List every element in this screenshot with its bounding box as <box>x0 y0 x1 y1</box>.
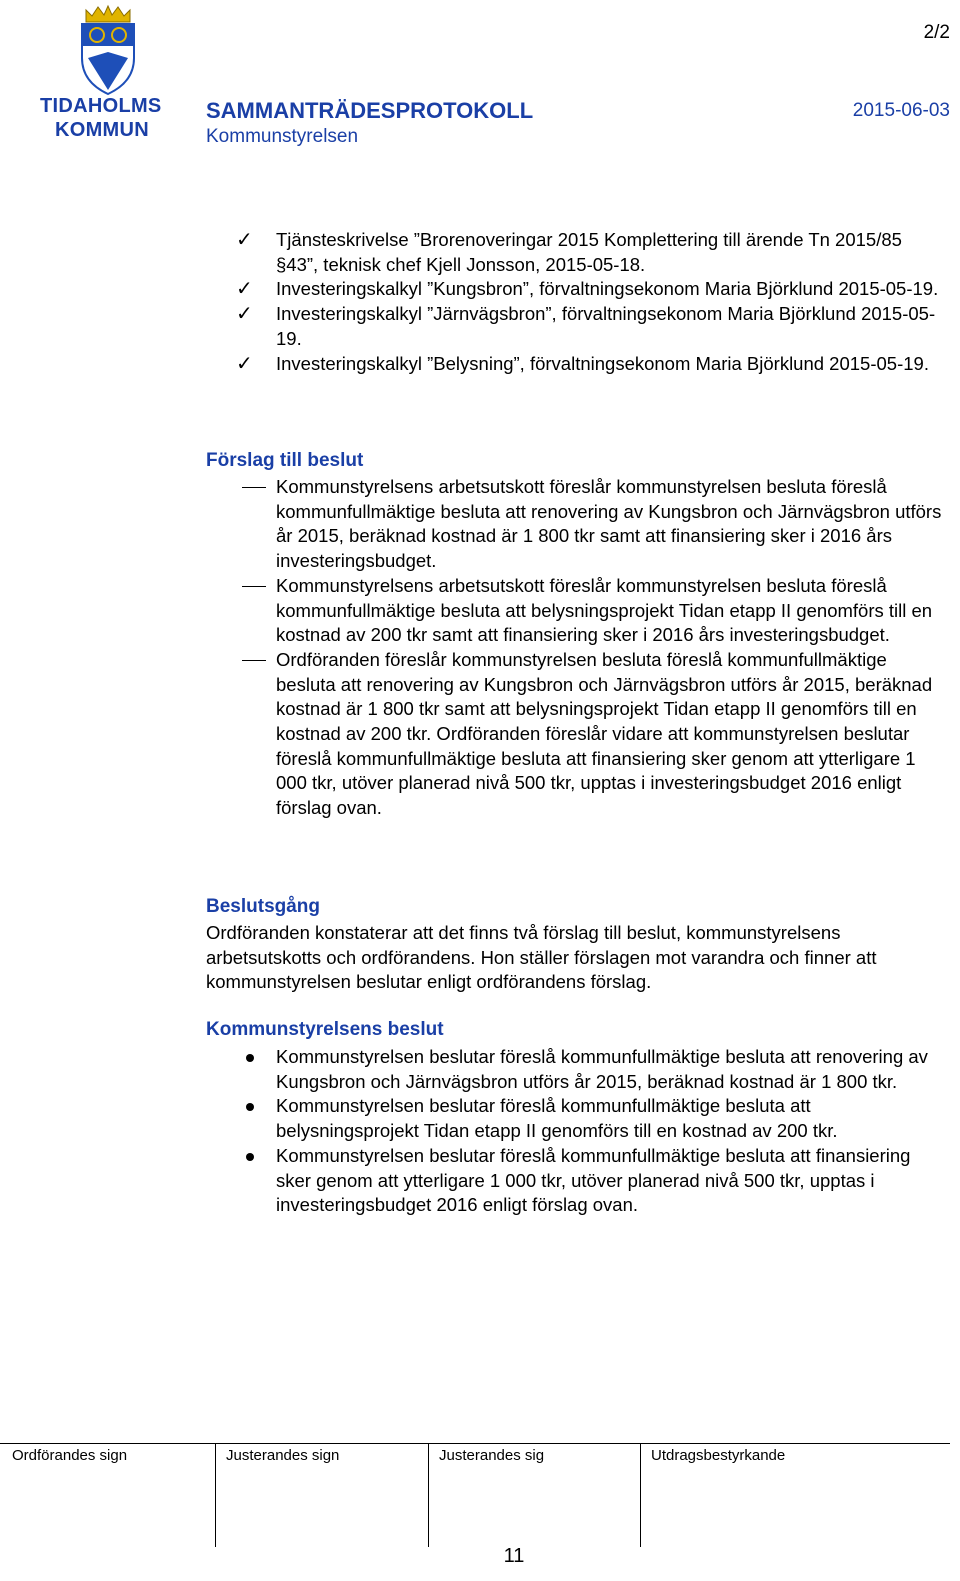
bullet-icon <box>246 1054 254 1062</box>
chair-sign-label: Ordförandes sign <box>12 1447 128 1464</box>
list-item <box>206 228 946 277</box>
page-number: 11 <box>503 1545 525 1567</box>
page-indicator: 2/2 <box>923 22 950 43</box>
meeting-date: 2015-06-03 <box>852 100 950 121</box>
list-item-text: Kommunstyrelsens arbetsutskott föreslår kommunstyrelsen besluta föreslå kommunfullmäktige besluta att belysningsprojekt Tidan etapp II genomförs till en kostnad av 200 tkr samt att finansiering sker i 2016 års investeringsbudget. <box>276 574 933 646</box>
org-name-line1: TIDAHOLMS <box>40 95 162 117</box>
certified-extract-label: Utdragsbestyrkande <box>640 1444 785 1547</box>
list-item-text: Kommunstyrelsen beslutar föreslå kommunfullmäktige besluta att renovering av Kungsbron och Järnvägsbron utförs år 2015, beräknad kostnad är 1 800 tkr. <box>276 1046 928 1092</box>
list-item <box>206 475 946 574</box>
document-title: SAMMANTRÄDESPROTOKOLL <box>206 98 534 123</box>
dash-icon <box>242 586 266 587</box>
dash-icon <box>242 487 266 488</box>
committee-name: Kommunstyrelsen <box>206 126 359 147</box>
proposal-list <box>206 475 946 821</box>
decision-heading: Kommunstyrelsens beslut <box>206 1019 444 1040</box>
bullet-icon <box>246 1103 254 1111</box>
list-item-text: Kommunstyrelsen beslutar föreslå kommunfullmäktige besluta att belysningsprojekt Tidan etapp II genomförs till en kostnad av 200 tkr. <box>276 1095 838 1142</box>
coat-of-arms-icon <box>78 4 138 96</box>
list-item-text: Investeringskalkyl ”Kungsbron”, förvaltningsekonom Maria Björklund 2015-05-19. <box>276 278 939 300</box>
list-item-text: Kommunstyrelsen beslutar föreslå kommunfullmäktige besluta att finansiering sker genom att ytterligare 1 000 tkr, utöver planerad nivå 500 tkr, upptas i investeringsbudget 2016 enligt förslag ovan. <box>276 1144 911 1216</box>
org-name-line2: KOMMUN <box>55 119 150 141</box>
list-item-text: Investeringskalkyl ”Belysning”, förvaltningsekonom Maria Björklund 2015-05-19. <box>276 352 929 374</box>
checkmark-icon: ✓ <box>236 303 253 326</box>
list-item <box>206 277 946 302</box>
checkmark-icon: ✓ <box>236 229 253 251</box>
attachment-list <box>206 228 946 376</box>
dash-icon <box>242 660 266 661</box>
signature-footer <box>0 1443 950 1544</box>
bullet-icon <box>246 1153 254 1161</box>
checkmark-icon: ✓ <box>236 352 253 375</box>
list-item-text: Ordföranden föreslår kommunstyrelsen besluta föreslå kommunfullmäktige besluta att renovering av Kungsbron och Järnvägsbron utförs år 2015, beräknad kostnad är 1 800 tkr samt att belysningsprojekt Tidan etapp II genomförs till en kostnad av 200 tkr. Ordföranden föreslår vidare att kommunstyrelsen beslutar föreslå kommunfullmäktige besluta att finansiering sker genom att ytterligare 1 000 tkr, utöver planerad nivå 500 tkr, upptas i investeringsbudget 2016 enligt förslag ovan. <box>276 648 933 819</box>
list-item <box>206 1094 946 1143</box>
checkmark-icon: ✓ <box>236 278 253 301</box>
decision-list <box>206 1045 946 1218</box>
list-item <box>206 1144 946 1218</box>
list-item <box>206 574 946 648</box>
adjuster-sign-label-2: Justerandes sig <box>428 1444 544 1547</box>
list-item <box>206 1045 946 1094</box>
list-item-text: Tjänsteskrivelse ”Brorenoveringar 2015 Komplettering till ärende Tn 2015/85 §43”, teknisk chef Kjell Jonsson, 2015-05-18. <box>276 229 902 275</box>
procedure-text: Ordföranden konstaterar att det finns två förslag till beslut, kommunstyrelsens arbetsutskotts och ordförandens. Hon ställer förslagen mot varandra och finner att kommunstyrelsen beslutar enligt ordförandens förslag. <box>206 922 877 993</box>
list-item <box>206 648 946 821</box>
list-item-text: Kommunstyrelsens arbetsutskott föreslår kommunstyrelsen besluta föreslå kommunfullmäktige besluta att renovering av Kungsbron och Järnvägsbron utförs år 2015, beräknad kostnad är 1 800 tkr samt att finansiering sker i 2016 års investeringsbudget. <box>276 476 942 572</box>
list-item-text: Investeringskalkyl ”Järnvägsbron”, förvaltningsekonom Maria Björklund 2015-05-19. <box>276 303 936 349</box>
proposal-heading: Förslag till beslut <box>206 450 364 471</box>
adjuster-sign-label: Justerandes sign <box>215 1444 339 1547</box>
list-item <box>206 352 946 377</box>
procedure-heading: Beslutsgång <box>206 896 321 917</box>
list-item <box>206 302 946 351</box>
